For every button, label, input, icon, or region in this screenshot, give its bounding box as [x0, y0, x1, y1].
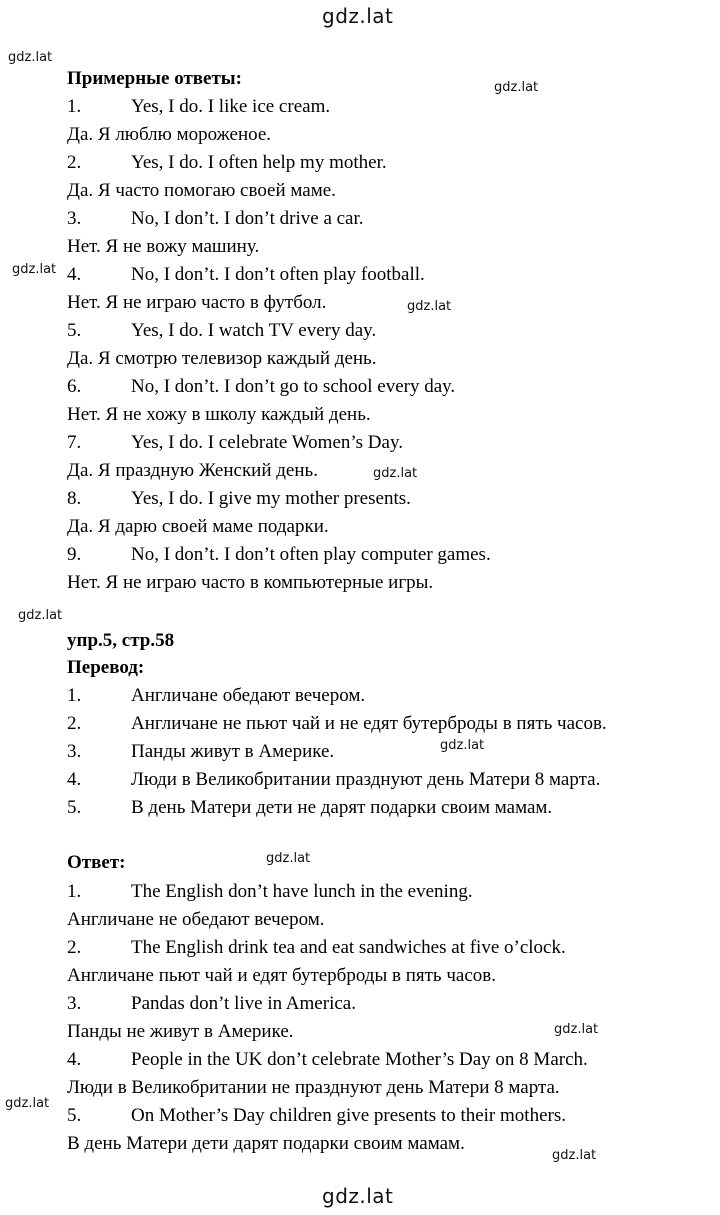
item-number: 4. [67, 769, 82, 790]
answer-line-ru: Англичане не обедают вечером. [67, 909, 325, 930]
item-text: On Mother’s Day children give presents to their mothers. [131, 1105, 566, 1126]
watermark: gdz.lat [373, 466, 418, 481]
item-number: 3. [67, 993, 82, 1014]
answer-line-en [67, 376, 455, 398]
item-text: The English drink tea and eat sandwiches at five o’clock. [131, 937, 566, 958]
item-number: 1. [67, 685, 82, 706]
translation-line [67, 769, 600, 791]
translation-heading: Перевод: [67, 657, 145, 678]
item-number: 8. [67, 488, 82, 509]
answer-line-en [67, 208, 364, 230]
translation-line [67, 685, 365, 707]
item-number: 2. [67, 713, 82, 734]
item-text: Yes, I do. I watch TV every day. [131, 320, 377, 341]
answer-line-en [67, 152, 387, 174]
item-text: Yes, I do. I celebrate Women’s Day. [131, 432, 403, 453]
item-number: 5. [67, 797, 82, 818]
answer-line-en [67, 1049, 588, 1071]
answer-line-en [67, 96, 330, 118]
item-number: 3. [67, 741, 82, 762]
item-number: 1. [67, 881, 82, 902]
answer-line-ru: Люди в Великобритании не празднуют день Матери 8 марта. [67, 1077, 560, 1098]
item-text: В день Матери дети не дарят подарки своим мамам. [131, 797, 553, 818]
item-number: 4. [67, 264, 82, 285]
item-number: 7. [67, 432, 82, 453]
item-text: Pandas don’t live in America. [131, 993, 356, 1014]
watermark: gdz.lat [407, 299, 452, 314]
answer-line-ru: В день Матери дети дарят подарки своим мамам. [67, 1133, 465, 1154]
item-text: No, I don’t. I don’t often play football. [131, 264, 425, 285]
exercise-title: упр.5, стр.58 [67, 630, 175, 651]
watermark-bottom: gdz.lat [322, 1184, 394, 1208]
answer-line-ru: Нет. Я не играю часто в футбол. [67, 292, 327, 313]
item-text: Yes, I do. I often help my mother. [131, 152, 387, 173]
translation-line [67, 797, 552, 819]
watermark: gdz.lat [18, 608, 63, 623]
answer-line-ru: Панды не живут в Америке. [67, 1021, 294, 1042]
watermark: gdz.lat [12, 262, 57, 277]
answer-line-ru: Англичане пьют чай и едят бутерброды в пять часов. [67, 965, 496, 986]
watermark: gdz.lat [494, 80, 539, 95]
item-text: People in the UK don’t celebrate Mother’s Day on 8 March. [131, 1049, 588, 1070]
translation-line [67, 741, 334, 763]
item-text: Yes, I do. I give my mother presents. [131, 488, 411, 509]
watermark: gdz.lat [266, 851, 311, 866]
item-number: 9. [67, 544, 82, 565]
answer-line-en [67, 320, 376, 342]
answer-line-ru: Да. Я смотрю телевизор каждый день. [67, 348, 377, 369]
answer-line-en [67, 488, 411, 510]
item-number: 1. [67, 96, 82, 117]
item-number: 5. [67, 1105, 82, 1126]
watermark: gdz.lat [552, 1148, 597, 1163]
answer-line-en [67, 264, 425, 286]
item-number: 5. [67, 320, 82, 341]
item-number: 2. [67, 937, 82, 958]
item-number: 3. [67, 208, 82, 229]
sample-answers-heading: Примерные ответы: [67, 68, 242, 89]
translation-line [67, 713, 607, 735]
item-number: 4. [67, 1049, 82, 1070]
item-number: 6. [67, 376, 82, 397]
watermark: gdz.lat [440, 738, 485, 753]
answer-line-en [67, 432, 403, 454]
answer-heading: Ответ: [67, 852, 126, 873]
answer-line-ru: Да. Я люблю мороженое. [67, 124, 272, 145]
watermark: gdz.lat [554, 1022, 599, 1037]
item-text: Панды живут в Америке. [131, 741, 335, 762]
item-text: Люди в Великобритании празднуют день Матери 8 марта. [131, 769, 601, 790]
answer-line-ru: Да. Я праздную Женский день. [67, 460, 318, 481]
answer-line-ru: Нет. Я не играю часто в компьютерные игры. [67, 572, 434, 593]
watermark: gdz.lat [5, 1096, 50, 1111]
item-text: Yes, I do. I like ice cream. [131, 96, 331, 117]
item-text: Англичане обедают вечером. [131, 685, 366, 706]
answer-line-ru: Нет. Я не вожу машину. [67, 236, 260, 257]
item-text: Англичане не пьют чай и не едят бутерброды в пять часов. [131, 713, 607, 734]
answer-line-en [67, 1105, 566, 1127]
answer-line-en [67, 881, 473, 903]
item-text: No, I don’t. I don’t drive a car. [131, 208, 364, 229]
item-text: No, I don’t. I don’t often play computer games. [131, 544, 491, 565]
answer-line-ru: Да. Я часто помогаю своей маме. [67, 180, 336, 201]
answer-line-en [67, 993, 356, 1015]
watermark: gdz.lat [8, 50, 53, 65]
item-number: 2. [67, 152, 82, 173]
answer-line-en [67, 544, 491, 566]
answer-line-en [67, 937, 566, 959]
item-text: The English don’t have lunch in the evening. [131, 881, 473, 902]
item-text: No, I don’t. I don’t go to school every day. [131, 376, 456, 397]
watermark-top: gdz.lat [322, 4, 394, 28]
answer-line-ru: Нет. Я не хожу в школу каждый день. [67, 404, 371, 425]
answer-line-ru: Да. Я дарю своей маме подарки. [67, 516, 329, 537]
